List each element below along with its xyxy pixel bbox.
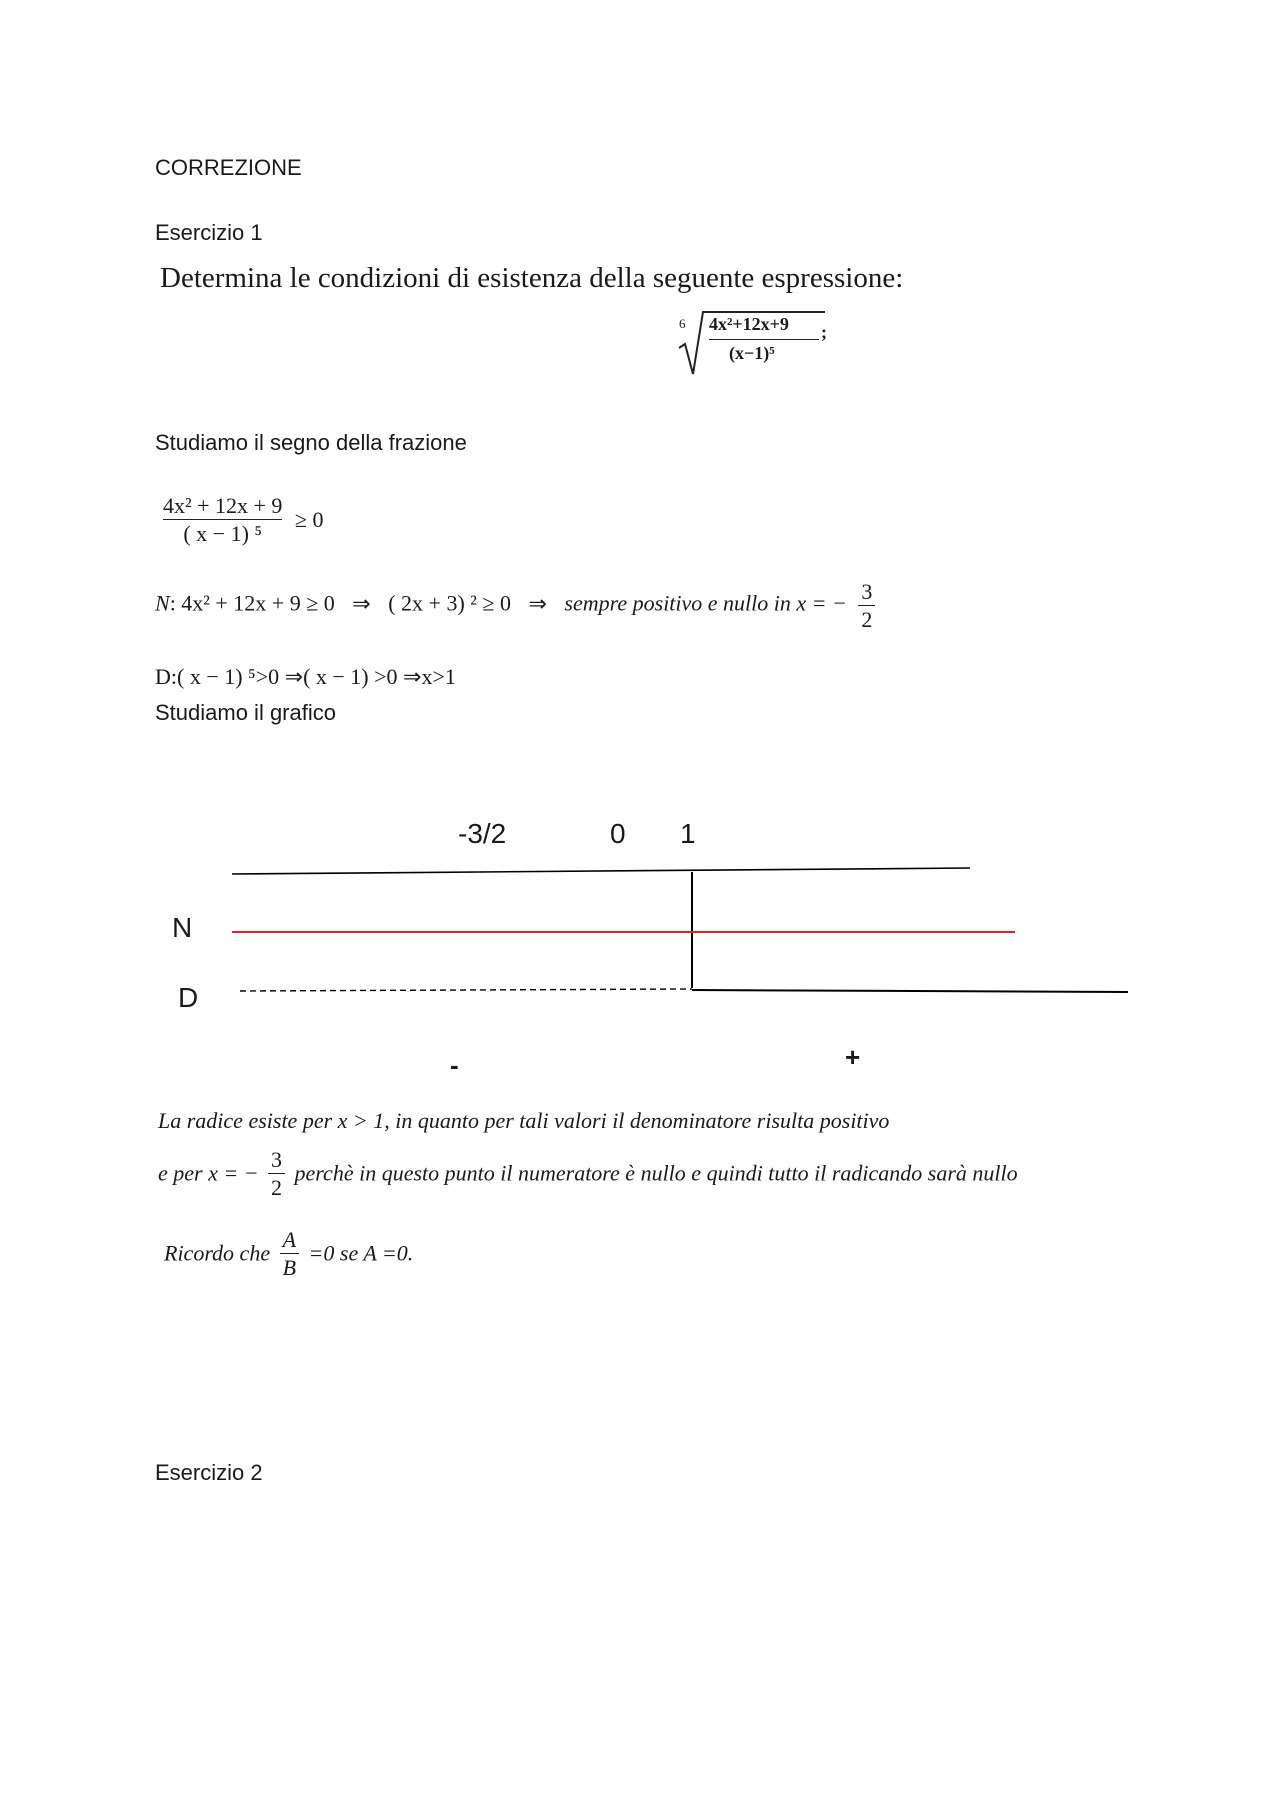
row-label-n: N [172, 912, 193, 943]
n-fraction-den: 2 [858, 605, 875, 631]
ab-fraction-num: A [282, 1227, 297, 1252]
ab-fraction [280, 1228, 299, 1279]
conclusion-line-1: La radice esiste per x > 1, in quanto per tali valori il denominatore risulta positivo [158, 1108, 890, 1133]
conclusion-fraction-den: 2 [268, 1173, 285, 1199]
conclusion-line-3 [164, 1228, 413, 1279]
exercise-1-heading: Esercizio 1 [155, 220, 263, 245]
radical-fraction-bar [709, 339, 819, 340]
radical-numerator: 4x²+12x+9 [709, 314, 789, 334]
radical-expression [675, 306, 835, 378]
inequality-fraction [160, 494, 285, 545]
sign-negative: - [450, 1050, 459, 1080]
inequality-denominator: ( x − 1) ⁵ [163, 519, 282, 545]
numerator-analysis [155, 580, 875, 631]
implies-arrow-1: ⇒ [352, 590, 371, 616]
row-label-d: D [178, 982, 199, 1013]
graph-label: Studiamo il grafico [155, 700, 336, 725]
radical-trailing: ; [821, 322, 827, 342]
n-text: sempre positivo e nullo in x = − [564, 590, 847, 616]
tick-label-minus-three-halves: -3/2 [458, 818, 507, 849]
n-lhs: : 4x² + 12x + 9 ≥ 0 [169, 590, 335, 616]
inequality [160, 494, 324, 545]
sign-positive: + [845, 1042, 861, 1072]
ab-fraction-den: B [280, 1253, 299, 1279]
inequality-numerator: 4x² + 12x + 9 [163, 493, 283, 518]
conclusion-line-3-prefix: Ricordo che [164, 1240, 271, 1266]
document-title: CORREZIONE [155, 155, 302, 180]
conclusion-fraction-num: 3 [271, 1147, 283, 1172]
sign-study-label: Studiamo il segno della frazione [155, 430, 467, 455]
denominator-analysis: D:( x − 1) ⁵>0 ⇒( x − 1) >0 ⇒x>1 [155, 664, 456, 689]
radical-denominator: (x−1)⁵ [729, 343, 775, 363]
conclusion-line-2-prefix: e per x = − [158, 1160, 259, 1186]
conclusion-line-2 [158, 1148, 1018, 1199]
tick-label-zero: 0 [610, 818, 626, 849]
tick-label-one: 1 [680, 818, 696, 849]
n-middle: ( 2x + 3) ² ≥ 0 [388, 590, 511, 616]
exercise-1-prompt: Determina le condizioni di esistenza della seguente espressione: [160, 262, 904, 294]
d-negative-dashed-line [240, 989, 692, 991]
inequality-relation: ≥ 0 [294, 506, 324, 532]
exercise-2-heading: Esercizio 2 [155, 1460, 263, 1485]
d-positive-solid-line [692, 990, 1128, 992]
axis-line [232, 868, 970, 874]
conclusion-line-3-suffix: =0 se A =0. [308, 1240, 414, 1266]
n-prefix: N [155, 590, 170, 616]
n-fraction-num: 3 [861, 579, 873, 604]
radical-index: 6 [679, 316, 686, 331]
conclusion-line-2-suffix: perchè in questo punto il numeratore è nullo e quindi tutto il radicando sarà nullo [294, 1160, 1018, 1186]
n-fraction [858, 580, 875, 631]
conclusion-fraction [268, 1148, 285, 1199]
implies-arrow-2: ⇒ [528, 590, 547, 616]
